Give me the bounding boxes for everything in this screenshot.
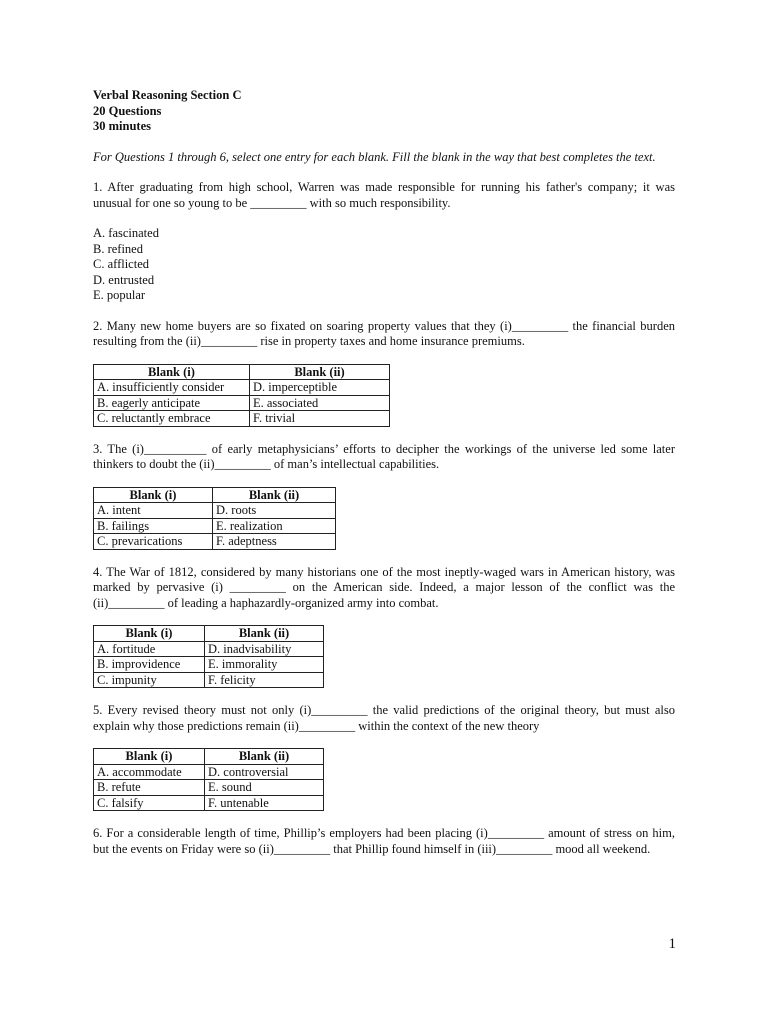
option-d: D. entrusted xyxy=(93,272,155,287)
table-header: Blank (ii) xyxy=(205,749,324,765)
table-header: Blank (i) xyxy=(94,749,205,765)
table-header: Blank (i) xyxy=(94,487,213,503)
table-cell: A. fortitude xyxy=(94,641,205,657)
table-cell: E. associated xyxy=(250,395,390,411)
question-6-text: 6. For a considerable length of time, Phillip’s employers had been placing (i)_________ amount of stress on him, but the events on Friday were so (ii)_________ that Phillip found himself in (iii)_________ mood all weekend. xyxy=(93,826,675,856)
section-title: Verbal Reasoning Section C xyxy=(93,88,242,102)
table-cell: B. improvidence xyxy=(94,657,205,673)
page-number: 1 xyxy=(668,936,676,952)
question-5-table xyxy=(93,748,324,811)
table-cell: F. trivial xyxy=(250,411,390,427)
question-3-table xyxy=(93,487,336,550)
table-cell: C. reluctantly embrace xyxy=(94,411,250,427)
table-cell: E. immorality xyxy=(205,657,324,673)
question-2-table xyxy=(93,364,390,427)
table-cell: A. accommodate xyxy=(94,764,205,780)
option-b: B. refined xyxy=(93,241,143,256)
table-cell: D. inadvisability xyxy=(205,641,324,657)
instructions: For Questions 1 through 6, select one entry for each blank. Fill the blank in the way that best completes the text. xyxy=(93,149,656,164)
option-e: E. popular xyxy=(93,288,146,302)
question-5-text: 5. Every revised theory must not only (i)_________ the valid predictions of the original theory, but must also explain why those predictions remain (ii)_________ within the context of the new theory xyxy=(93,703,675,733)
table-cell: A. insufficiently consider xyxy=(94,380,250,396)
question-3-text: 3. The (i)__________ of early metaphysicians’ efforts to decipher the workings of the universe led some later thinkers to doubt the (ii)_________ of man’s intellectual capabilities. xyxy=(93,441,675,471)
table-header: Blank (ii) xyxy=(250,364,390,380)
table-cell: E. realization xyxy=(213,518,336,534)
table-cell: E. sound xyxy=(205,780,324,796)
question-1-options xyxy=(93,226,675,304)
question-4-text: 4. The War of 1812, considered by many historians one of the most ineptly-waged wars in American history, was marked by pervasive (i) _________ on the American side. Indeed, a major lesson of the conflict was the (ii)_________ of leading a haphazardly-organized army into combat. xyxy=(93,564,675,610)
table-cell: F. felicity xyxy=(205,672,324,688)
question-4-table xyxy=(93,625,324,688)
question-count: 20 Questions xyxy=(93,103,162,118)
option-a: A. fascinated xyxy=(93,226,159,240)
section-header xyxy=(93,88,675,135)
table-header: Blank (i) xyxy=(94,364,250,380)
option-c: C. afflicted xyxy=(93,257,149,271)
table-cell: D. imperceptible xyxy=(250,380,390,396)
question-1-text: 1. After graduating from high school, Warren was made responsible for running his father's company; it was unusual for one so young to be _________ with so much responsibility. xyxy=(93,180,675,210)
table-cell: C. prevarications xyxy=(94,534,213,550)
table-cell: B. eagerly anticipate xyxy=(94,395,250,411)
table-cell: B. failings xyxy=(94,518,213,534)
table-cell: A. intent xyxy=(94,503,213,519)
table-cell: F. untenable xyxy=(205,795,324,811)
question-2-text: 2. Many new home buyers are so fixated on soaring property values that they (i)_________ the financial burden resulting from the (ii)_________ rise in property taxes and home insurance premiums. xyxy=(93,318,675,348)
table-cell: B. refute xyxy=(94,780,205,796)
table-cell: F. adeptness xyxy=(213,534,336,550)
table-cell: D. controversial xyxy=(205,764,324,780)
table-cell: D. roots xyxy=(213,503,336,519)
table-header: Blank (i) xyxy=(94,626,205,642)
table-cell: C. falsify xyxy=(94,795,205,811)
table-cell: C. impunity xyxy=(94,672,205,688)
table-header: Blank (ii) xyxy=(205,626,324,642)
page-content xyxy=(93,88,675,857)
table-header: Blank (ii) xyxy=(213,487,336,503)
time-limit: 30 minutes xyxy=(93,119,151,133)
